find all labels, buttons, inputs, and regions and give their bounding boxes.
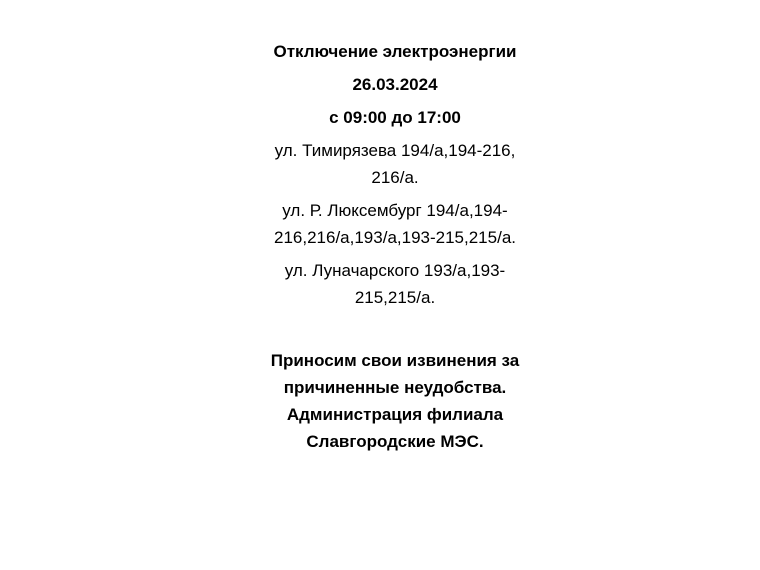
notice-content <box>230 38 560 455</box>
apology-line: Администрация филиала <box>286 405 504 424</box>
notice-title: Отключение электроэнергии <box>273 42 517 61</box>
address-line: ул. Луначарского 193/а,193- <box>284 261 506 280</box>
notice-time: с 09:00 до 17:00 <box>329 108 461 127</box>
address-line: 216/а. <box>371 168 419 187</box>
address-block <box>230 257 560 311</box>
apology-line: Славгородские МЭС. <box>306 432 484 451</box>
address-line: 216,216/а,193/а,193-215,215/а. <box>274 228 516 247</box>
notice-date: 26.03.2024 <box>352 75 438 94</box>
address-block <box>230 197 560 251</box>
address-line: ул. Р. Люксембург 194/а,194- <box>282 201 508 220</box>
address-block <box>230 137 560 191</box>
apology-line: Приносим свои извинения за <box>270 351 520 370</box>
apology-line: причиненные неудобства. <box>283 378 507 397</box>
address-line: ул. Тимирязева 194/а,194-216, <box>274 141 516 160</box>
apology-block <box>230 347 560 455</box>
address-line: 215,215/а. <box>354 288 436 307</box>
